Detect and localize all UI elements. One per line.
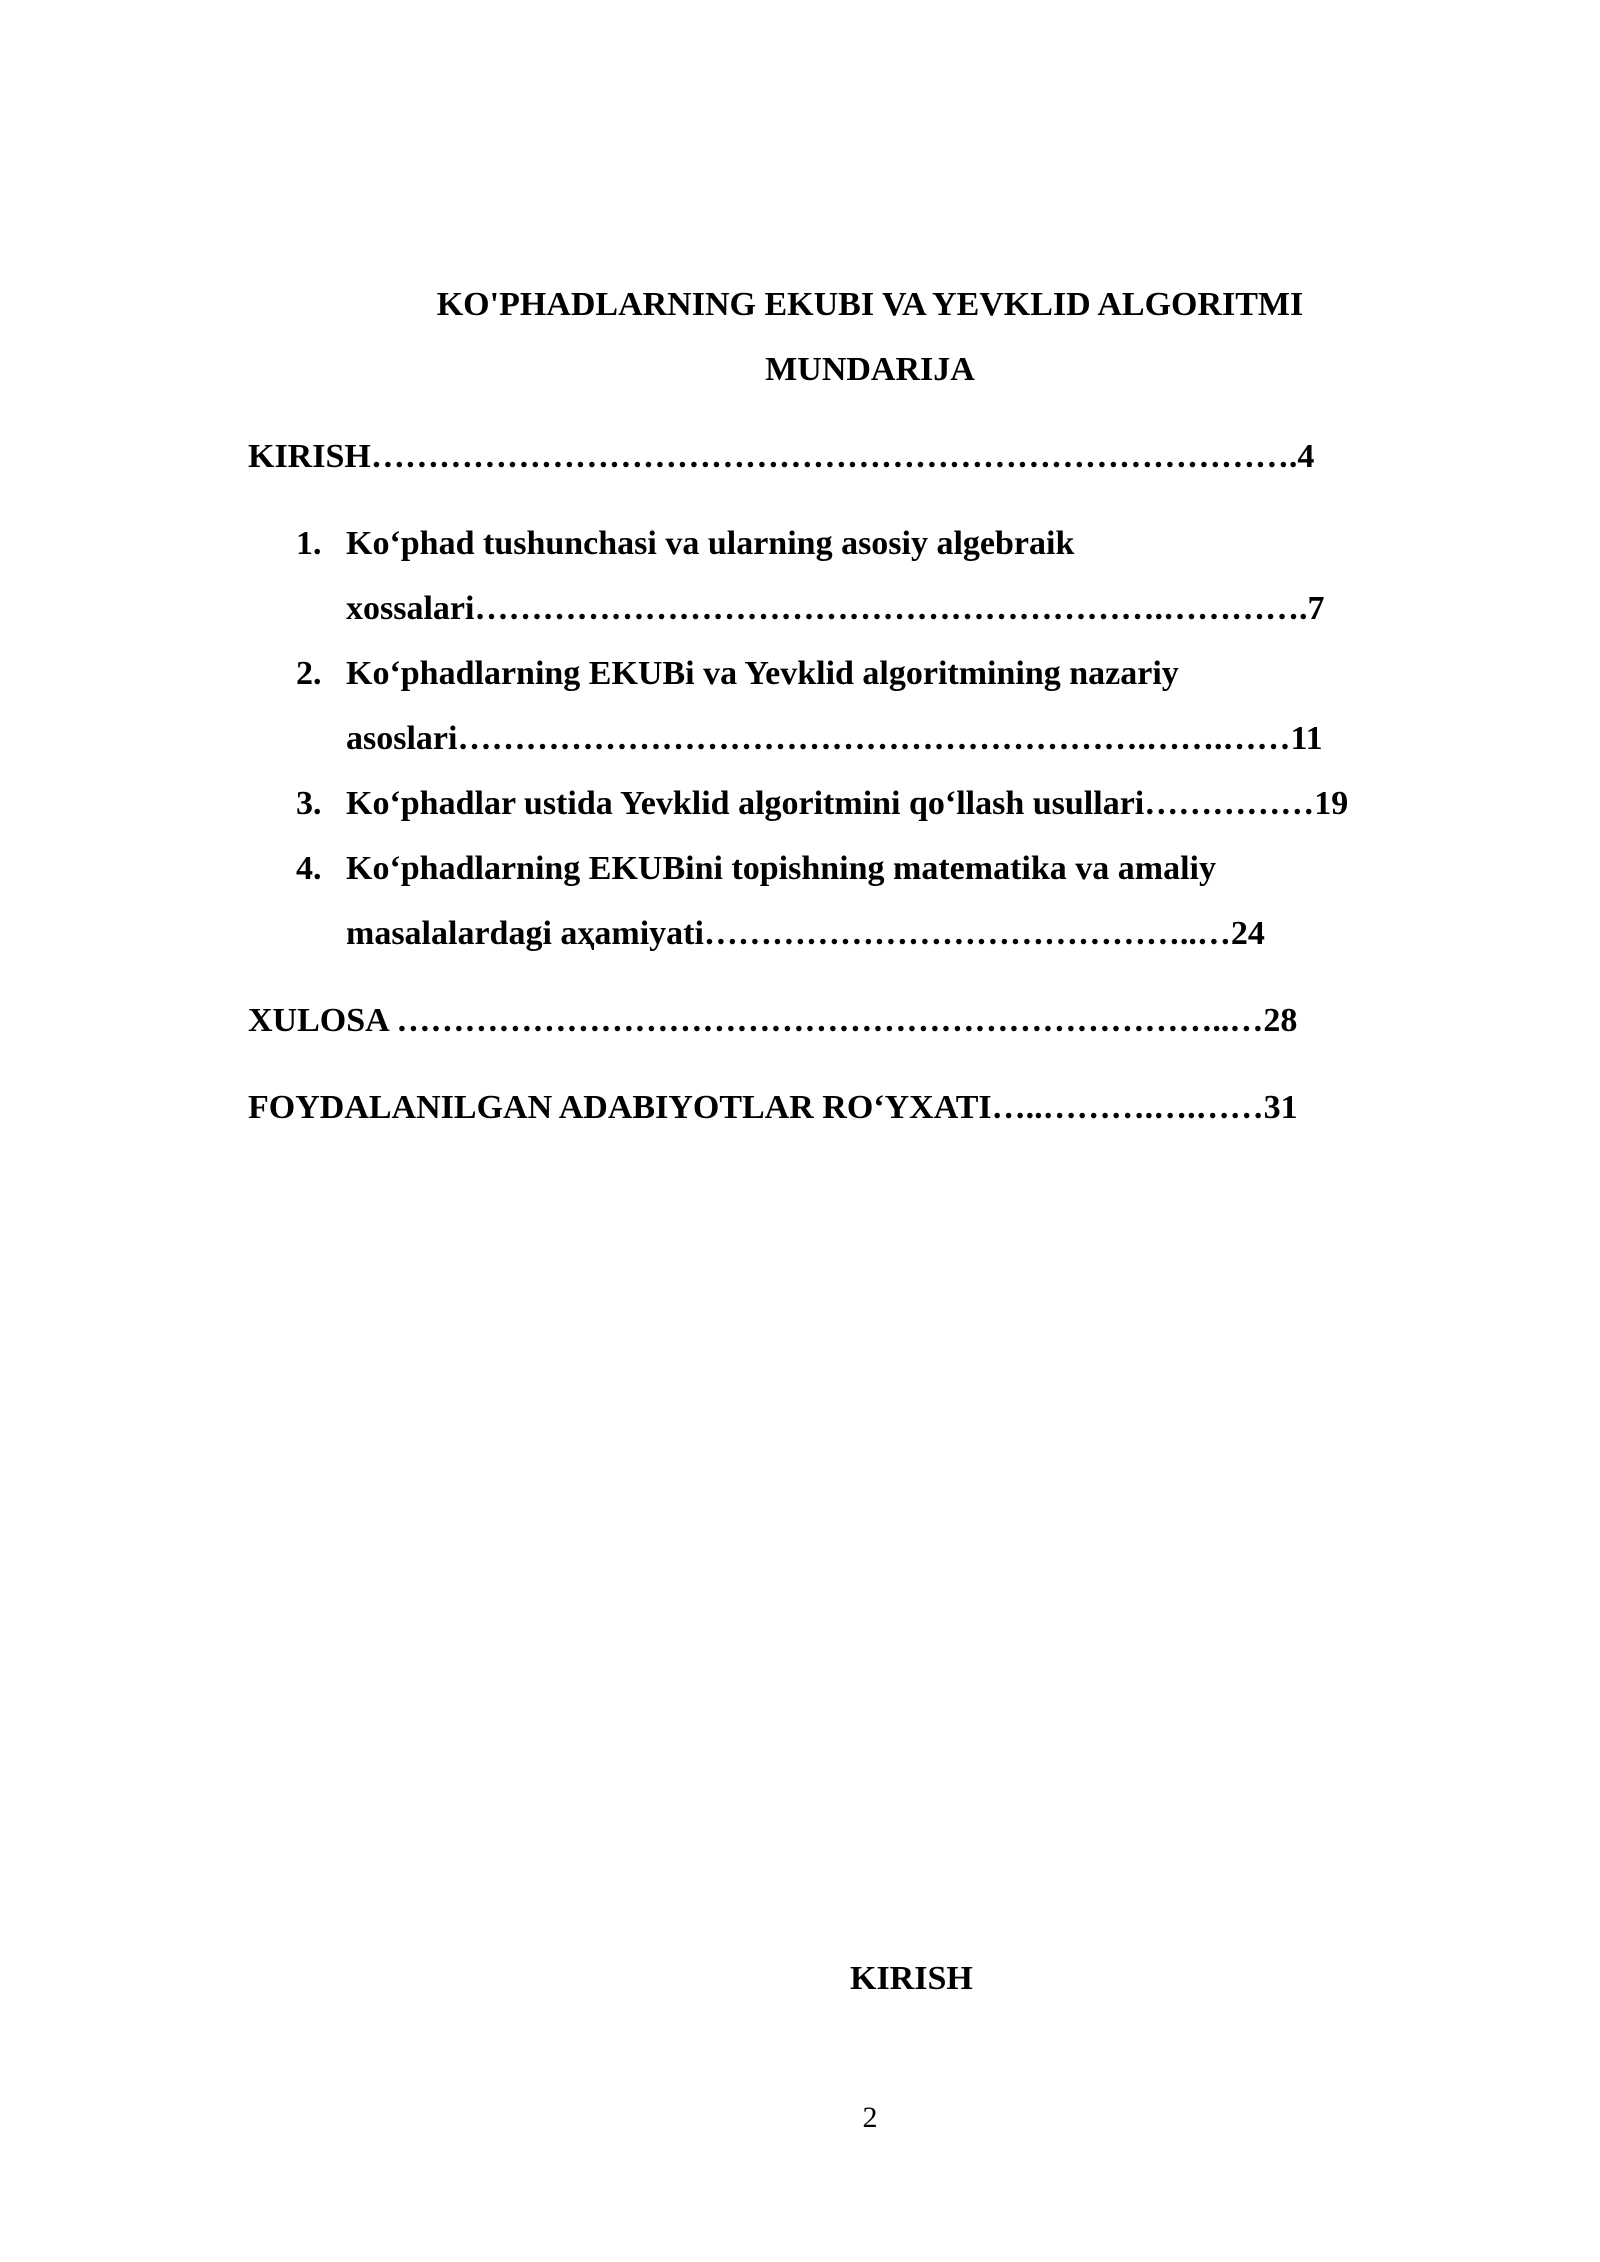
toc-entry-references: FOYDALANILGAN ADABIYOTLAR RO‘YXATI…..……….….……31: [248, 1089, 1298, 1126]
section-heading-intro: KIRISH: [850, 1960, 973, 1997]
toc-item-2-line2: asoslari…………………………………………………….…….……11: [346, 720, 1323, 757]
toc-entry-conclusion: XULOSA ………………………………………………………………..…28: [248, 1002, 1298, 1039]
toc-item-1-line1: Ko‘phad tushunchasi va ularning asosiy algebraik: [346, 525, 1075, 562]
toc-item-1-number: 1.: [296, 525, 322, 562]
toc-item-2-number: 2.: [296, 655, 322, 692]
toc-item-4-line1: Ko‘phadlarning EKUBini topishning matematika va amaliy: [346, 850, 1216, 887]
toc-item-2-line1: Ko‘phadlarning EKUBi va Yevklid algoritmining nazariy: [346, 655, 1179, 692]
toc-item-3-line1: Ko‘phadlar ustida Yevklid algoritmini qo‘llash usullari……………19: [346, 785, 1349, 822]
toc-item-3-number: 3.: [296, 785, 322, 822]
toc-item-4-line2: masalalardagi aҳamiyati……………………………………..…24: [346, 915, 1265, 952]
toc-item-4-number: 4.: [296, 850, 322, 887]
toc-item-1-line2: xossalari…………………………………………………….………….7: [346, 590, 1325, 627]
document-title: KO'PHADLARNING EKUBI VA YEVKLID ALGORITMI: [436, 286, 1304, 323]
toc-heading: MUNDARIJA: [765, 351, 975, 388]
toc-entry-intro: KIRISH……………………………………………………………………….4: [248, 438, 1315, 475]
page-number: 2: [862, 2101, 878, 2134]
